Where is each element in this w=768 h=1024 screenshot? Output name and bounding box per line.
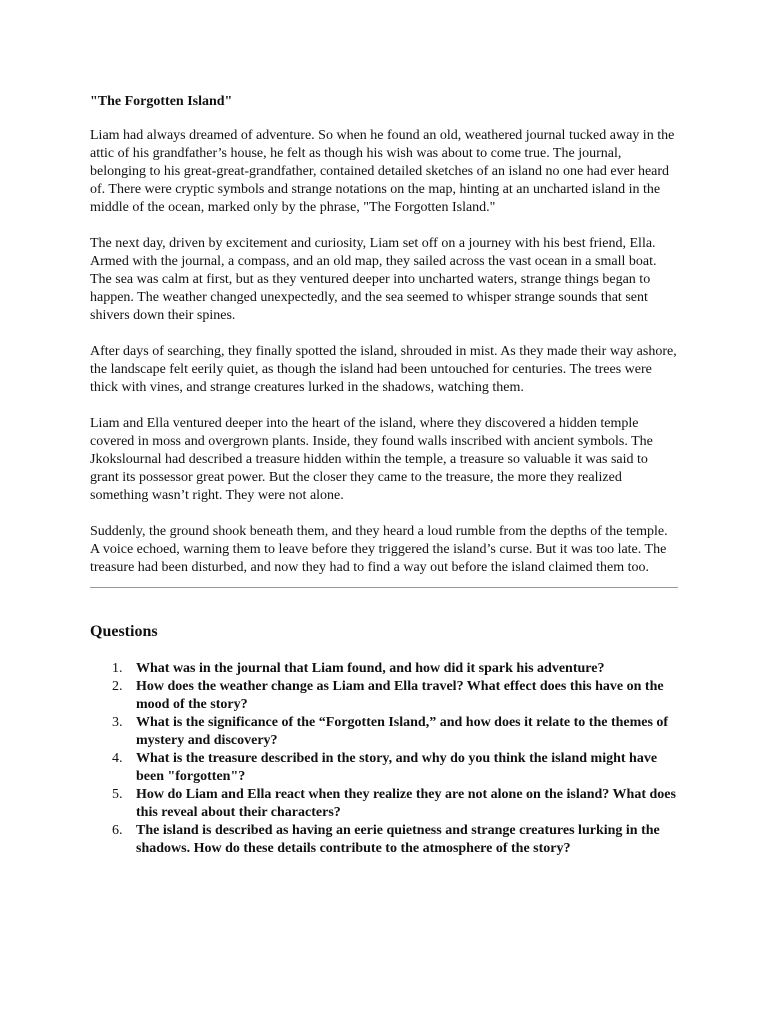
question-number: 1. bbox=[112, 661, 123, 676]
question-item bbox=[112, 714, 678, 750]
question-item bbox=[112, 822, 678, 858]
question-item bbox=[112, 660, 678, 678]
question-text: The island is described as having an eerie quietness and strange creatures lurking in the shadows. How do these details contribute to the atmosphere of the story? bbox=[136, 823, 660, 856]
question-item bbox=[112, 678, 678, 714]
questions-list bbox=[90, 660, 678, 858]
story-paragraph-2: The next day, driven by excitement and curiosity, Liam set off on a journey with his best friend, Ella. Armed with the journal, a compass, and an old map, they sailed across the vast ocean in a small boat. The sea was calm at first, but as they ventured deeper into uncharted waters, strange things began to happen. The weather changed unexpectedly, and the sea seemed to whisper strange sounds that sent shivers down their spines. bbox=[90, 236, 657, 323]
story-paragraph-5: Suddenly, the ground shook beneath them, and they heard a loud rumble from the depths of the temple. A voice echoed, warning them to leave before they triggered the island’s curse. But it was too late. The treasure had been disturbed, and now they had to find a way out before the island claimed them too. bbox=[90, 524, 668, 575]
story-paragraph-1: Liam had always dreamed of adventure. So when he found an old, weathered journal tucked away in the attic of his grandfather’s house, he felt as though his wish was about to come true. The journal, belonging to his great-great-grandfather, contained detailed sketches of an island no one had ever heard of. There were cryptic symbols and strange notations on the map, hinting at an uncharted island in the middle of the ocean, marked only by the phrase, "The Forgotten Island." bbox=[90, 128, 675, 215]
questions-heading: Questions bbox=[90, 623, 158, 640]
question-text: How does the weather change as Liam and Ella travel? What effect does this have on the mood of the story? bbox=[136, 679, 664, 712]
question-number: 3. bbox=[112, 715, 123, 730]
question-number: 2. bbox=[112, 679, 123, 694]
question-text: How do Liam and Ella react when they realize they are not alone on the island? What does this reveal about their characters? bbox=[136, 787, 676, 820]
question-number: 6. bbox=[112, 823, 123, 838]
question-text: What was in the journal that Liam found, and how did it spark his adventure? bbox=[136, 661, 605, 676]
question-number: 4. bbox=[112, 751, 123, 766]
horizontal-divider bbox=[90, 587, 678, 588]
question-item bbox=[112, 750, 678, 786]
question-text: What is the significance of the “Forgotten Island,” and how does it relate to the themes of mystery and discovery? bbox=[136, 715, 669, 748]
question-item bbox=[112, 786, 678, 822]
document-page bbox=[90, 93, 678, 858]
story-paragraph-3: After days of searching, they finally spotted the island, shrouded in mist. As they made their way ashore, the landscape felt eerily quiet, as though the island had been untouched for centuries. The trees were thick with vines, and strange creatures lurked in the shadows, watching them. bbox=[90, 344, 677, 395]
question-text: What is the treasure described in the story, and why do you think the island might have been "forgotten"? bbox=[136, 751, 658, 784]
story-paragraph-4: Liam and Ella ventured deeper into the heart of the island, where they discovered a hidden temple covered in moss and overgrown plants. Inside, they found walls inscribed with ancient symbols. The Jkokslournal had described a treasure hidden within the temple, a treasure so valuable it was said to grant its possessor great power. But the closer they came to the treasure, the more they realized something wasn’t right. They were not alone. bbox=[90, 416, 653, 503]
story-title: "The Forgotten Island" bbox=[90, 94, 233, 109]
question-number: 5. bbox=[112, 787, 123, 802]
